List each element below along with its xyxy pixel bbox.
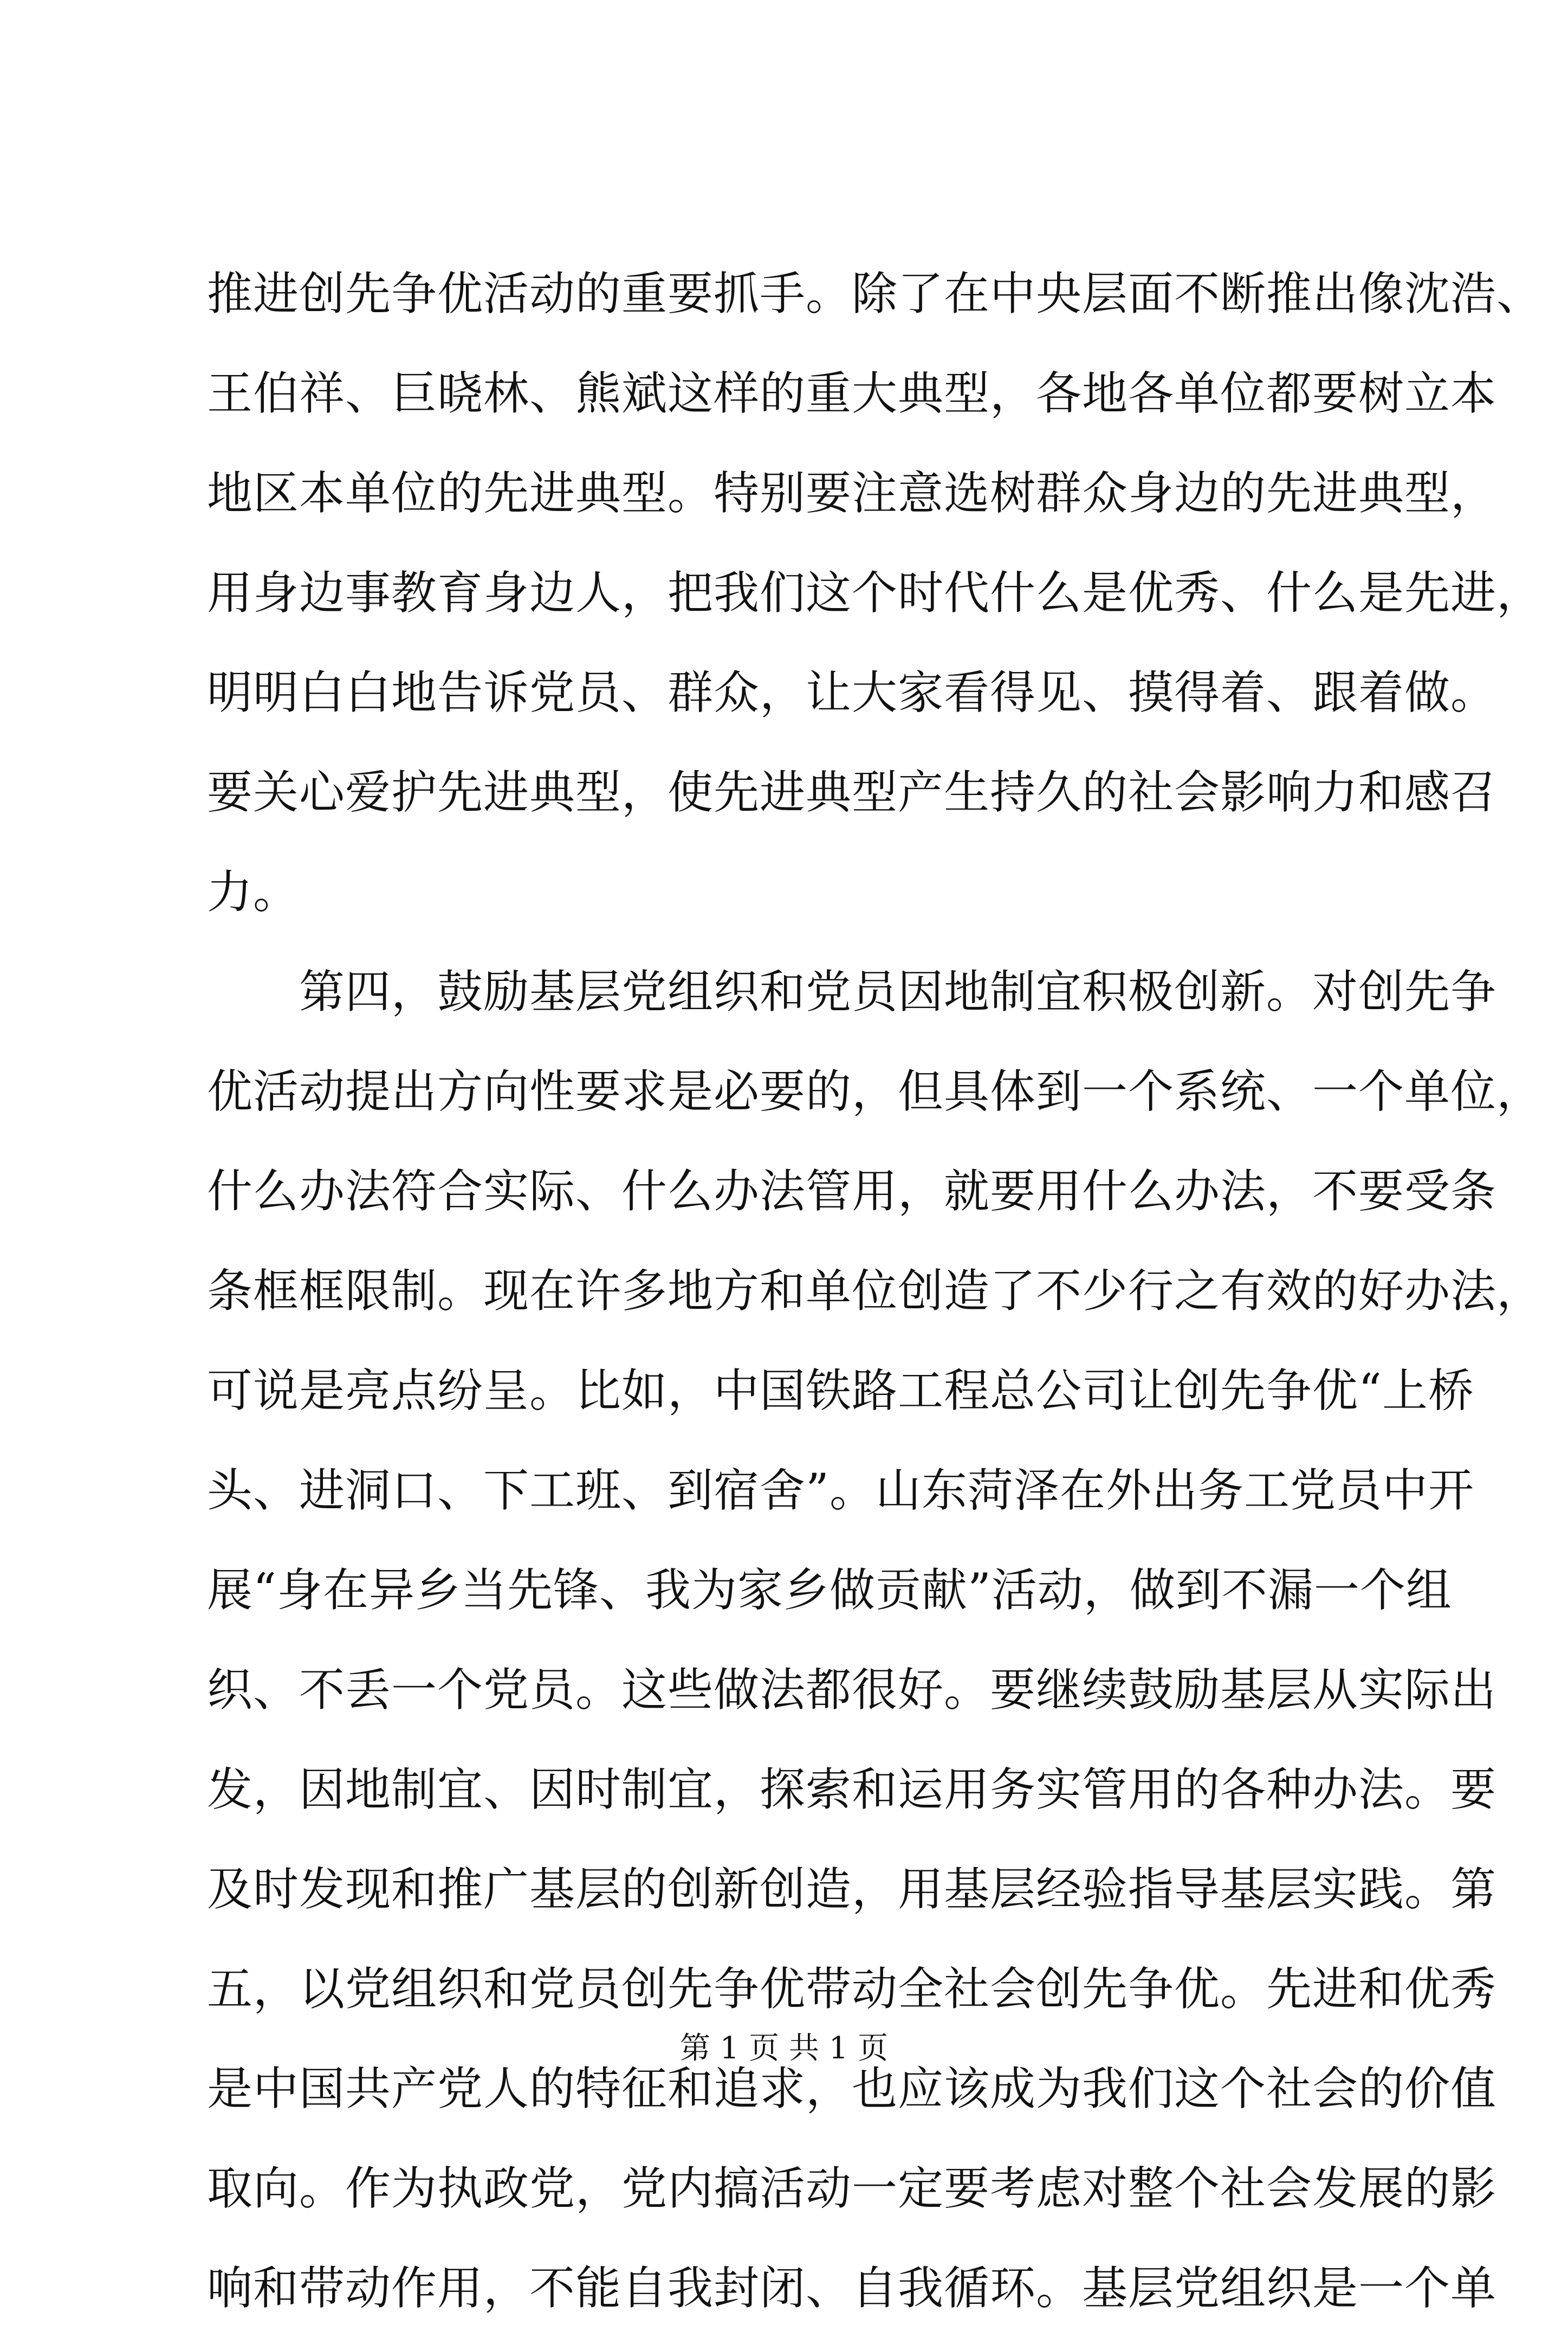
text-line-12: 可说是亮点纷呈。比如，中国铁路工程总公司让创先争优“上桥	[207, 1364, 1474, 1417]
body-text	[207, 244, 1543, 2338]
text-line-11: 条框框限制。现在许多地方和单位创造了不少行之有效的好办法，	[207, 1264, 1543, 1317]
text-line-18: 五，以党组织和党员创先争优带动全社会创先争优。先进和优秀	[207, 1962, 1497, 2016]
text-line-9: 优活动提出方向性要求是必要的，但具体到一个系统、一个单位，	[207, 1065, 1543, 1118]
text-line-19: 是中国共产党人的特征和追求，也应该成为我们这个社会的价值	[207, 2062, 1497, 2115]
text-line-5: 明明白白地告诉党员、群众，让大家看得见、摸得着、跟着做。	[207, 666, 1497, 719]
text-line-17: 及时发现和推广基层的创新创造，用基层经验指导基层实践。第	[207, 1863, 1497, 1916]
text-line-14: 展“身在异乡当先锋、我为家乡做贡献”活动，做到不漏一个组	[207, 1564, 1452, 1617]
text-line-21: 响和带动作用，不能自我封闭、自我循环。基层党组织是一个单	[207, 2262, 1497, 2315]
text-line-20: 取向。作为执政党，党内搞活动一定要考虑对整个社会发展的影	[207, 2162, 1497, 2215]
text-line-2: 王伯祥、巨晓林、熊斌这样的重大典型，各地各单位都要树立本	[207, 367, 1497, 420]
page-number-label: 第 1 页 共 1 页	[679, 2031, 889, 2066]
text-line-16: 发，因地制宜、因时制宜，探索和运用务实管用的各种办法。要	[207, 1763, 1497, 1816]
text-line-6: 要关心爱护先进典型，使先进典型产生持久的社会影响力和感召	[207, 766, 1497, 819]
text-line-7: 力。	[207, 866, 300, 919]
text-line-13: 头、进洞口、下工班、到宿舍”。山东菏泽在外出务工党员中开	[207, 1464, 1474, 1517]
text-line-10: 什么办法符合实际、什么办法管用，就要用什么办法，不要受条	[207, 1165, 1497, 1218]
page-footer	[0, 2027, 1568, 2070]
text-line-8: 第四，鼓励基层党组织和党员因地制宜积极创新。对创先争	[207, 965, 1497, 1018]
text-line-4: 用身边事教育身边人，把我们这个时代什么是优秀、什么是先进，	[207, 566, 1543, 619]
text-line-1: 推进创先争优活动的重要抓手。除了在中央层面不断推出像沈浩、	[207, 267, 1543, 320]
text-line-15: 织、不丢一个党员。这些做法都很好。要继续鼓励基层从实际出	[207, 1663, 1497, 1716]
text-line-3: 地区本单位的先进典型。特别要注意选树群众身边的先进典型，	[207, 467, 1497, 520]
